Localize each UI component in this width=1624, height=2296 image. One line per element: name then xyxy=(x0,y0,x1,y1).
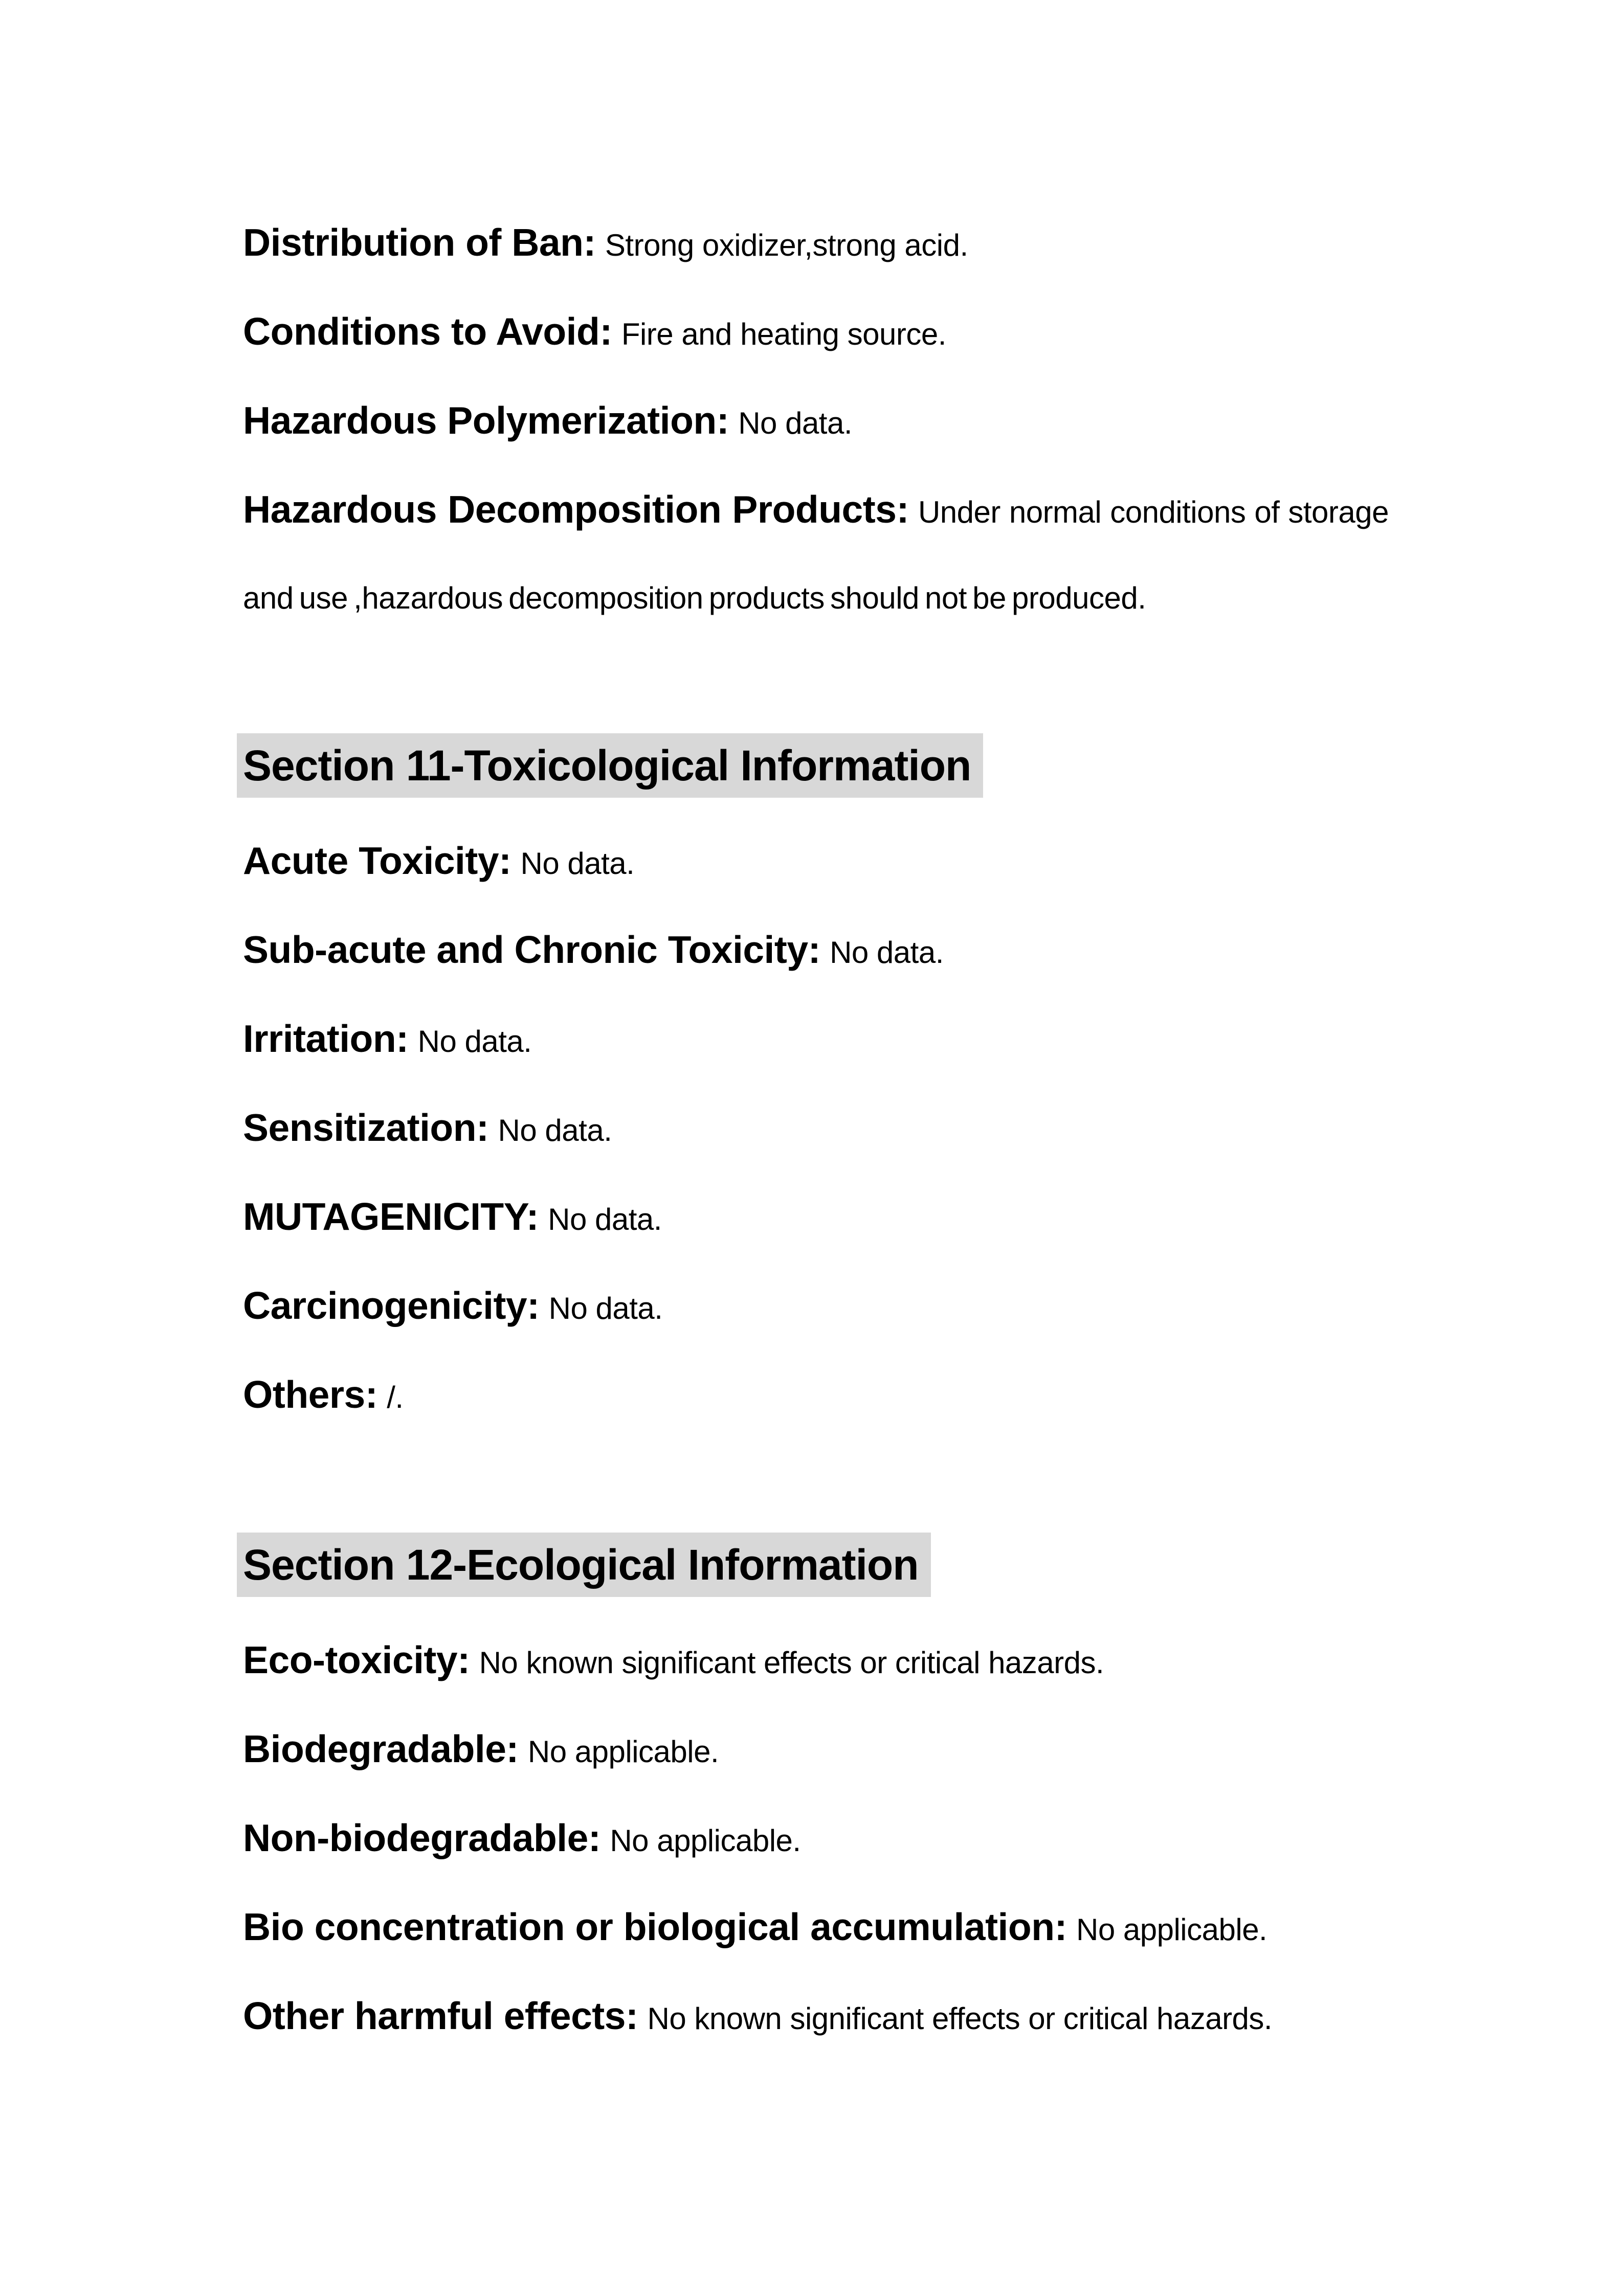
section-heading-highlight: Section 12-Ecological Information xyxy=(237,1533,931,1597)
field-row-sub-acute-chronic-toxicity xyxy=(243,907,1389,996)
field-label: MUTAGENICITY: xyxy=(243,1195,539,1238)
field-label: Others: xyxy=(243,1373,378,1416)
field-row-hazardous-decomposition-products xyxy=(243,466,1389,641)
field-value: No data. xyxy=(738,406,853,440)
field-label: Sub-acute and Chronic Toxicity: xyxy=(243,928,821,971)
field-row-non-biodegradable xyxy=(243,1795,1389,1884)
field-row-bio-concentration xyxy=(243,1884,1389,1973)
field-label: Other harmful effects: xyxy=(243,1994,638,2037)
field-row-conditions-to-avoid xyxy=(243,288,1389,377)
field-label: Sensitization: xyxy=(243,1106,489,1149)
field-row-biodegradable xyxy=(243,1706,1389,1795)
field-label: Biodegradable: xyxy=(243,1727,519,1770)
field-value: Strong oxidizer,strong acid. xyxy=(605,228,968,262)
field-row-mutagenicity xyxy=(243,1174,1389,1263)
field-label: Eco-toxicity: xyxy=(243,1638,470,1681)
field-value: No data. xyxy=(520,846,635,881)
field-value: Fire and heating source. xyxy=(621,317,946,351)
field-label: Bio concentration or biological accumulation: xyxy=(243,1905,1067,1948)
field-label: Hazardous Polymerization: xyxy=(243,399,729,442)
field-value: No known significant effects or critical hazards. xyxy=(479,1646,1104,1680)
field-value: No data. xyxy=(498,1113,612,1147)
field-label: Irritation: xyxy=(243,1017,409,1060)
field-row-eco-toxicity xyxy=(243,1617,1389,1706)
field-row-carcinogenicity xyxy=(243,1263,1389,1352)
field-value: No applicable. xyxy=(527,1735,719,1769)
field-row-others xyxy=(243,1352,1389,1440)
field-row-other-harmful-effects xyxy=(243,1973,1389,2062)
field-value: No data. xyxy=(830,935,944,970)
field-value: No applicable. xyxy=(1076,1912,1267,1947)
section-heading-highlight: Section 11-Toxicological Information xyxy=(237,733,983,798)
field-value: No data. xyxy=(417,1024,532,1059)
field-value: /. xyxy=(387,1380,404,1414)
field-label: Acute Toxicity: xyxy=(243,839,511,882)
field-label: Distribution of Ban: xyxy=(243,221,596,264)
section-12-heading xyxy=(243,1533,1389,1610)
field-label: Non-biodegradable: xyxy=(243,1816,601,1859)
section-11-heading xyxy=(243,733,1389,811)
field-value: No data. xyxy=(548,1202,662,1236)
field-row-irritation xyxy=(243,996,1389,1085)
field-row-sensitization xyxy=(243,1085,1389,1174)
field-label: Hazardous Decomposition Products: xyxy=(243,488,909,531)
field-row-hazardous-polymerization xyxy=(243,377,1389,466)
field-label: Carcinogenicity: xyxy=(243,1284,540,1327)
field-value: Under normal conditions of storage and use ,hazardous decomposition products should not be produced. xyxy=(243,495,1389,615)
field-value: No applicable. xyxy=(610,1824,801,1858)
field-value: No known significant effects or critical hazards. xyxy=(647,2001,1273,2036)
field-label: Conditions to Avoid: xyxy=(243,310,612,353)
field-value: No data. xyxy=(548,1291,663,1325)
field-row-acute-toxicity xyxy=(243,818,1389,907)
field-row-distribution-of-ban xyxy=(243,199,1389,288)
